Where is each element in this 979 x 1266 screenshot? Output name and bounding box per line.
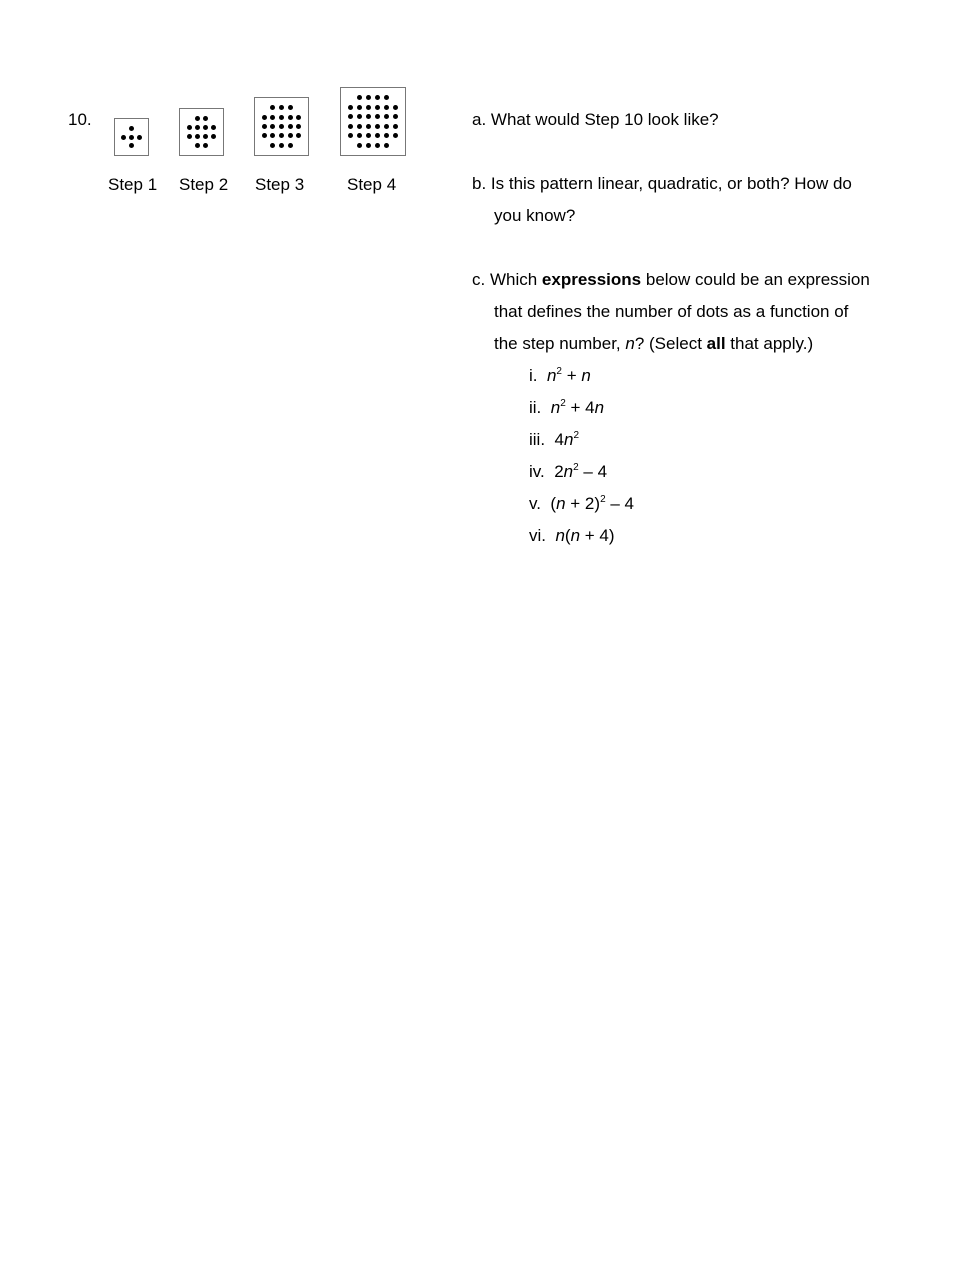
pattern-dot <box>288 105 293 110</box>
pattern-dot <box>187 134 192 139</box>
question-b-line-2: you know? <box>494 206 576 225</box>
pattern-dot <box>279 133 284 138</box>
step-3-figure <box>254 97 309 156</box>
option-expression: $2n^2 - 4$ <box>554 462 608 481</box>
pattern-dot <box>288 143 293 148</box>
pattern-dot <box>348 114 353 119</box>
pattern-dot <box>357 114 362 119</box>
pattern-dot <box>348 105 353 110</box>
pattern-dot <box>279 143 284 148</box>
pattern-dot <box>384 95 389 100</box>
pattern-dot <box>357 124 362 129</box>
option-expression: $4n^2$ <box>554 430 580 449</box>
step-2-label: Step 2 <box>179 175 229 194</box>
pattern-dot <box>270 133 275 138</box>
pattern-dot <box>270 105 275 110</box>
pattern-dot <box>288 124 293 129</box>
question-c <box>472 264 870 360</box>
pattern-dot <box>203 125 208 130</box>
pattern-dot <box>366 105 371 110</box>
pattern-dot <box>366 95 371 100</box>
pattern-dot <box>137 135 142 140</box>
option-numeral: iv. <box>529 462 545 481</box>
pattern-dot <box>270 115 275 120</box>
option-expression: $(n + 2)^2 - 4$ <box>550 494 634 513</box>
pattern-dot <box>195 125 200 130</box>
option-i[interactable] <box>529 360 591 392</box>
option-numeral: ii. <box>529 398 542 417</box>
step-2-figure <box>179 108 224 156</box>
pattern-dot <box>357 143 362 148</box>
pattern-dot <box>357 95 362 100</box>
pattern-dot <box>129 143 134 148</box>
pattern-dot <box>375 133 380 138</box>
question-c-line-1: c. Which expressions below could be an expression <box>472 270 870 289</box>
pattern-dot <box>279 115 284 120</box>
pattern-dot <box>187 125 192 130</box>
question-b <box>472 168 852 232</box>
pattern-dot <box>375 143 380 148</box>
pattern-dot <box>366 124 371 129</box>
pattern-dot <box>375 95 380 100</box>
pattern-dot <box>211 125 216 130</box>
question-number: 10. <box>68 110 92 129</box>
pattern-dot <box>203 143 208 148</box>
pattern-dot <box>262 133 267 138</box>
option-iv[interactable] <box>529 456 607 488</box>
option-iii[interactable] <box>529 424 579 456</box>
question-b-line-1: b. Is this pattern linear, quadratic, or both? How do <box>472 174 852 193</box>
option-numeral: i. <box>529 366 538 385</box>
option-expression: $n^2 + 4n$ <box>550 398 605 417</box>
option-expression: n(n + 4) <box>555 526 615 545</box>
pattern-dot <box>203 134 208 139</box>
pattern-dot <box>262 124 267 129</box>
pattern-dot <box>279 105 284 110</box>
pattern-dot <box>296 115 301 120</box>
pattern-dot <box>270 143 275 148</box>
pattern-dot <box>384 124 389 129</box>
pattern-dot <box>348 124 353 129</box>
pattern-dot <box>296 124 301 129</box>
step-4-label: Step 4 <box>347 175 397 194</box>
step-1-figure <box>114 118 149 156</box>
question-c-line-3: the step number, n? (Select all that apply.) <box>494 334 814 353</box>
step-4-figure <box>340 87 406 156</box>
pattern-dot <box>357 133 362 138</box>
pattern-dot <box>288 115 293 120</box>
step-3-label: Step 3 <box>255 175 305 194</box>
pattern-dot <box>375 114 380 119</box>
pattern-dot <box>195 134 200 139</box>
pattern-dot <box>366 143 371 148</box>
question-a-text: a. What would Step 10 look like? <box>472 110 719 129</box>
option-numeral: v. <box>529 494 541 513</box>
pattern-dot <box>129 135 134 140</box>
pattern-dot <box>279 124 284 129</box>
pattern-dot <box>348 133 353 138</box>
question-c-line-2: that defines the number of dots as a function of <box>494 302 849 321</box>
option-vi[interactable] <box>529 520 615 552</box>
pattern-dot <box>384 114 389 119</box>
pattern-dot <box>121 135 126 140</box>
pattern-dot <box>211 134 216 139</box>
pattern-dot <box>393 105 398 110</box>
step-1-label: Step 1 <box>108 175 158 194</box>
pattern-dot <box>375 105 380 110</box>
question-a <box>472 104 719 136</box>
pattern-dot <box>375 124 380 129</box>
pattern-dot <box>203 116 208 121</box>
option-expression: $n^2 + n$ <box>546 366 591 385</box>
pattern-dot <box>288 133 293 138</box>
pattern-dot <box>393 114 398 119</box>
pattern-dot <box>129 126 134 131</box>
pattern-dot <box>366 114 371 119</box>
option-v[interactable] <box>529 488 634 520</box>
option-ii[interactable] <box>529 392 604 424</box>
pattern-dot <box>262 115 267 120</box>
pattern-dot <box>393 133 398 138</box>
pattern-dot <box>357 105 362 110</box>
pattern-dot <box>296 133 301 138</box>
option-numeral: vi. <box>529 526 546 545</box>
pattern-dot <box>393 124 398 129</box>
option-numeral: iii. <box>529 430 546 449</box>
pattern-dot <box>195 116 200 121</box>
pattern-dot <box>384 105 389 110</box>
pattern-dot <box>384 143 389 148</box>
pattern-dot <box>195 143 200 148</box>
pattern-dot <box>384 133 389 138</box>
pattern-dot <box>270 124 275 129</box>
pattern-dot <box>366 133 371 138</box>
